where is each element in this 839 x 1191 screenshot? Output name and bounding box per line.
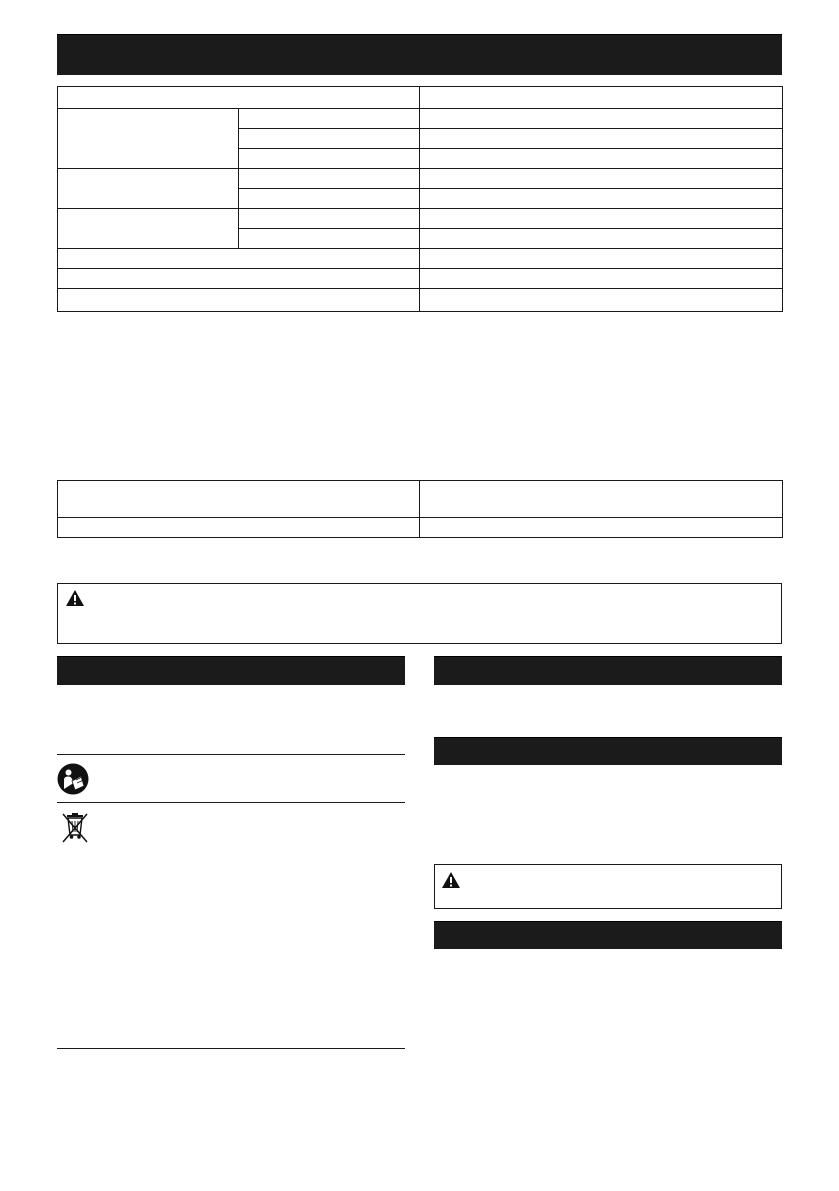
specifications-table (57, 86, 783, 312)
right-section-header-3 (434, 921, 782, 949)
table-cell (420, 109, 783, 129)
table-cell (420, 289, 783, 312)
table-row (58, 481, 783, 518)
table-cell (420, 249, 783, 269)
table-cell (239, 149, 420, 169)
table-row (58, 209, 783, 229)
main-section-header (57, 34, 782, 75)
left-section-header (57, 656, 405, 685)
table-row (58, 289, 783, 312)
table-row (58, 518, 783, 538)
table-cell (420, 269, 783, 289)
table-cell (239, 169, 420, 189)
battery-table (57, 480, 783, 538)
warning-box (57, 583, 782, 644)
table-cell (58, 87, 420, 109)
right-section-header-2 (434, 737, 782, 765)
table-cell (420, 229, 783, 249)
table-cell (58, 481, 420, 518)
table-cell (420, 129, 783, 149)
table-cell (239, 209, 420, 229)
table-row (58, 87, 783, 109)
table-row (58, 109, 783, 129)
crossed-out-wheeled-bin-icon (61, 811, 89, 843)
table-row (58, 249, 783, 269)
table-cell (58, 109, 239, 169)
table-cell (420, 209, 783, 229)
divider (57, 802, 405, 803)
right-section-header-1 (434, 656, 782, 685)
divider (57, 1048, 405, 1049)
table-cell (239, 189, 420, 209)
table-cell (420, 149, 783, 169)
table-cell (58, 269, 420, 289)
read-manual-icon (57, 763, 89, 795)
table-cell (420, 169, 783, 189)
divider (57, 754, 405, 755)
table-cell (420, 189, 783, 209)
table-row (58, 269, 783, 289)
table-row (58, 169, 783, 189)
table-cell (58, 518, 420, 538)
table-cell (239, 109, 420, 129)
warning-triangle-icon (441, 871, 461, 889)
table-cell (239, 229, 420, 249)
table-cell (420, 518, 783, 538)
table-cell (58, 209, 239, 249)
table-cell (239, 129, 420, 149)
table-cell (420, 87, 783, 109)
table-cell (420, 481, 783, 518)
warning-triangle-icon (65, 589, 85, 607)
table-cell (58, 289, 420, 312)
warning-box-right (434, 864, 782, 909)
table-cell (58, 169, 239, 209)
table-cell (58, 249, 420, 269)
